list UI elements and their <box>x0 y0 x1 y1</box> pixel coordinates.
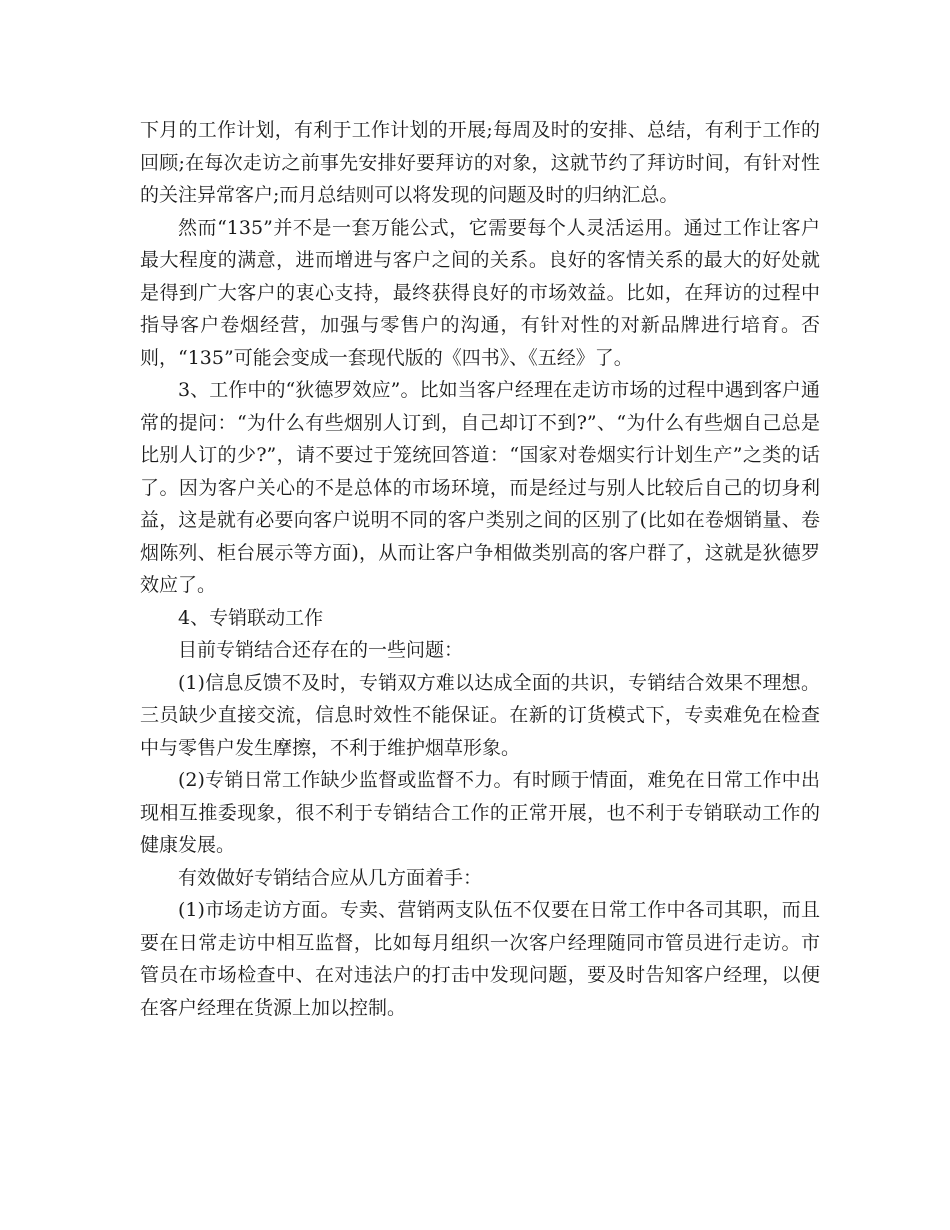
paragraph-1: 下月的工作计划，有利于工作计划的开展;每周及时的安排、总结，有利于工作的回顾;在每次走访之前事先安排好要拜访的对象，这就节约了拜访时间，有针对性的关注异常客户;而月总结则可以将发现的问题及时的归纳汇总。 <box>140 119 820 206</box>
section-heading-4: 4、专销联动工作 <box>178 606 324 629</box>
paragraph-7: (2)专销日常工作缺少监督或监督不力。有时顾于情面，难免在日常工作中出现相互推委现象，很不利于专销结合工作的正常开展，也不利于专销联动工作的健康发展。 <box>140 769 820 856</box>
paragraph-5: 目前专销结合还存在的一些问题： <box>178 639 464 661</box>
paragraph-2: 然而“135”并不是一套万能公式，它需要每个人灵活运用。通过工作让客户最大程度的满意，进而增进与客户之间的关系。良好的客情关系的最大的好处就是得到广大客户的衷心支持，最终获得良好的市场效益。比如，在拜访的过程中指导客户卷烟经营，加强与零售户的沟通，有针对性的对新品牌进行培育。否则，“135”可能会变成一套现代版的《四书》、《五经》了。 <box>140 216 820 369</box>
paragraph-9: (1)市场走访方面。专卖、营销两支队伍不仅要在日常工作中各司其职，而且要在日常走访中相互监督，比如每月组织一次客户经理随同市管员进行走访。市管员在市场检查中、在对违法户的打击中发现问题，要及时告知客户经理，以便在客户经理在货源上加以控制。 <box>140 899 820 1019</box>
document-body <box>140 114 820 1024</box>
paragraph-8: 有效做好专销结合应从几方面着手： <box>178 866 483 889</box>
paragraph-3: 3、工作中的“狄德罗效应”。比如当客户经理在走访市场的过程中遇到客户通常的提问：“为什么有些烟别人订到，自己却订不到?”、“为什么有些烟自己总是比别人订的少?”，请不要过于笼统回答道：“国家对卷烟实行计划生产”之类的话了。因为客户关心的不是总体的市场环境，而是经过与别人比较后自己的切身利益，这是就有必要向客户说明不同的客户类别之间的区别了(比如在卷烟销量、卷烟陈列、柜台展示等方面)，从而让客户争相做类别高的客户群了，这就是狄德罗效应了。 <box>140 379 820 596</box>
paragraph-6: (1)信息反馈不及时，专销双方难以达成全面的共识，专销结合效果不理想。三员缺少直接交流，信息时效性不能保证。在新的订货模式下，专卖难免在检查中与零售户发生摩擦，不利于维护烟草形象。 <box>140 671 820 759</box>
